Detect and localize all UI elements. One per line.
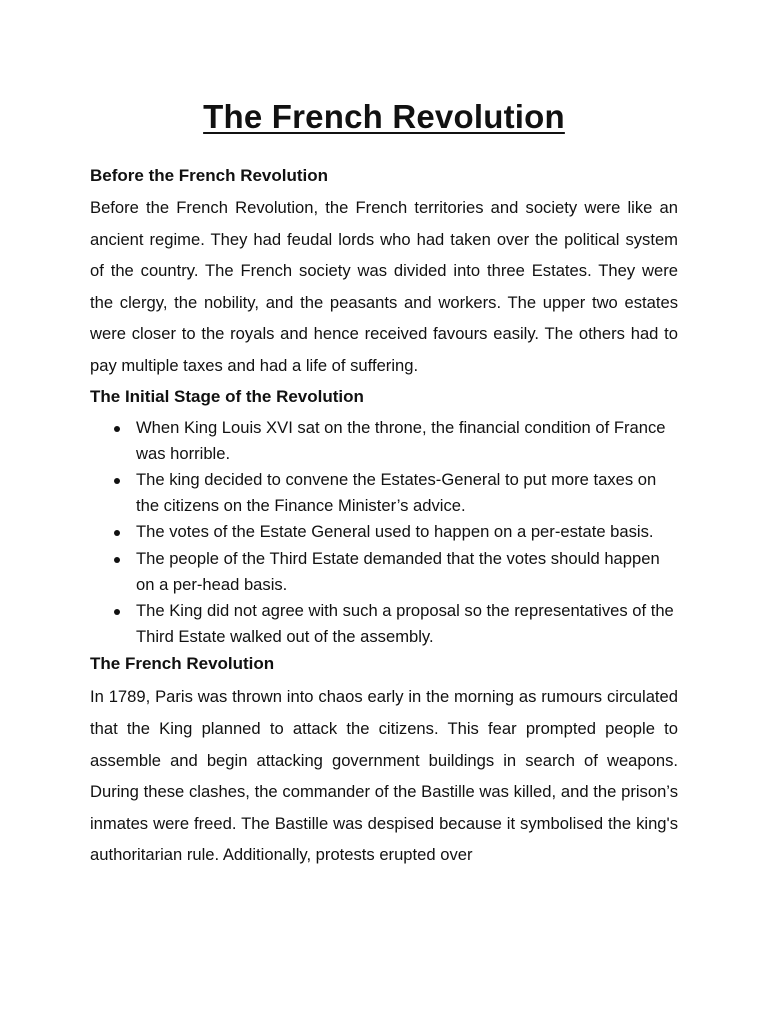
bullet-dot-icon xyxy=(114,530,120,536)
list-item-text: The people of the Third Estate demanded that the votes should happen on a per-head basis. xyxy=(136,548,660,594)
bullet-dot-icon xyxy=(114,478,120,484)
list-item xyxy=(136,598,678,650)
bullet-dot-icon xyxy=(114,557,120,563)
section-paragraph-french-revolution: In 1789, Paris was thrown into chaos early in the morning as rumours circulated that the King planned to attack the citizens. This fear prompted people to assemble and begin attacking government buildings in search of weapons. During these clashes, the commander of the Bastille was killed, and the prison’s inmates were freed. The Bastille was despised because it symbolised the king's authoritarian rule. Additionally, protests erupted over xyxy=(90,687,678,865)
list-item xyxy=(136,467,678,519)
list-item-text: When King Louis XVI sat on the throne, the financial condition of France was horrible. xyxy=(136,417,666,463)
list-item-text: The King did not agree with such a proposal so the representatives of the Third Estate walked out of the assembly. xyxy=(136,600,674,647)
list-item-text: The votes of the Estate General used to happen on a per-estate basis. xyxy=(136,522,654,542)
bullet-dot-icon xyxy=(114,609,120,615)
section-heading-french-revolution: The French Revolution xyxy=(90,654,275,674)
document-title: The French Revolution xyxy=(203,98,565,135)
section-paragraph-before-revolution: Before the French Revolution, the French territories and society were like an ancient regime. They had feudal lords who had taken over the political system of the country. The French society was divided into three Estates. They were the clergy, the nobility, and the peasants and workers. The upper two estates were closer to the royals and hence received favours easily. The others had to pay multiple taxes and had a life of suffering. xyxy=(90,198,678,375)
bullet-dot-icon xyxy=(114,426,120,432)
section-heading-initial-stage: The Initial Stage of the Revolution xyxy=(90,386,364,406)
list-item xyxy=(136,546,678,598)
list-item xyxy=(136,415,678,467)
list-item xyxy=(136,519,678,545)
initial-stage-bullet-list xyxy=(90,415,678,651)
list-item-text: The king decided to convene the Estates-General to put more taxes on the citizens on the Finance Minister’s advice. xyxy=(136,469,657,516)
section-heading-before-revolution: Before the French Revolution xyxy=(90,166,329,185)
